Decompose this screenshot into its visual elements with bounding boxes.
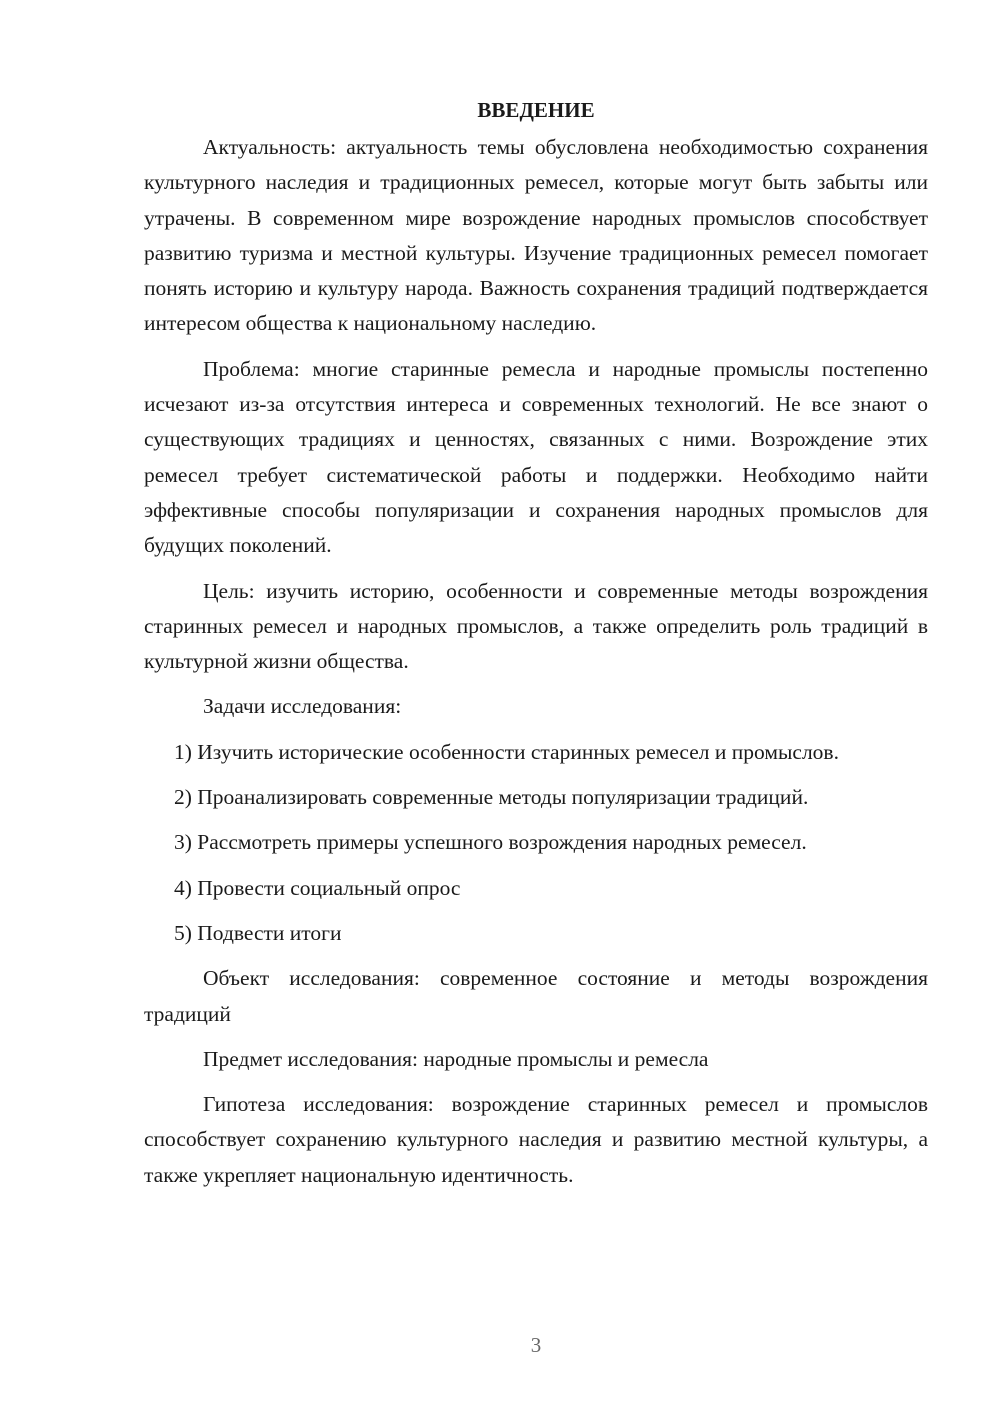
page-number: 3: [530, 1333, 542, 1357]
relevance-paragraph: Актуальность: актуальность темы обусловлена необходимостью сохранения культурного наследия и традиционных ремесел, которые могут быть забыты или утрачены. В современном мире возрождение народных промыслов способствует развитию туризма и местной культуры. Изучение традиционных ремесел помогает понять историю и культуру народа. Важность сохранения традиций подтверждается интересом общества к национальному наследию.: [144, 135, 928, 336]
object-paragraph: Объект исследования: современное состояние и методы возрождения традиций: [144, 966, 928, 1026]
goal-paragraph: Цель: изучить историю, особенности и современные методы возрождения старинных ремесел и народных промыслов, а также определить роль традиций в культурной жизни общества.: [144, 578, 928, 674]
section-heading: ВВЕДЕНИЕ: [477, 98, 595, 122]
tasks-title: Задачи исследования:: [203, 694, 402, 719]
task-item: 4) Провести социальный опрос: [174, 875, 461, 900]
task-item: 5) Подвести итоги: [174, 920, 342, 945]
hypothesis-paragraph: Гипотеза исследования: возрождение старинных ремесел и промыслов способствует сохранению культурного наследия и развитию местной культуры, а также укрепляет национальную идентичность.: [144, 1092, 928, 1187]
page-content: [144, 90, 928, 1193]
problem-paragraph: Проблема: многие старинные ремесла и народные промыслы постепенно исчезают из-за отсутствия интереса и современных технологий. Не все знают о существующих традициях и ценностях, связанных с ними. Возрождение этих ремесел требует систематической работы и поддержки. Необходимо найти эффективные способы популяризации и сохранения народных промыслов для будущих поколений.: [144, 356, 928, 558]
task-item: 2) Проанализировать современные методы популяризации традиций.: [174, 785, 809, 810]
subject-paragraph: Предмет исследования: народные промыслы и ремесла: [203, 1046, 709, 1071]
task-item: 3) Рассмотреть примеры успешного возрождения народных ремесел.: [174, 830, 807, 855]
task-item: 1) Изучить исторические особенности старинных ремесел и промыслов.: [174, 739, 839, 764]
